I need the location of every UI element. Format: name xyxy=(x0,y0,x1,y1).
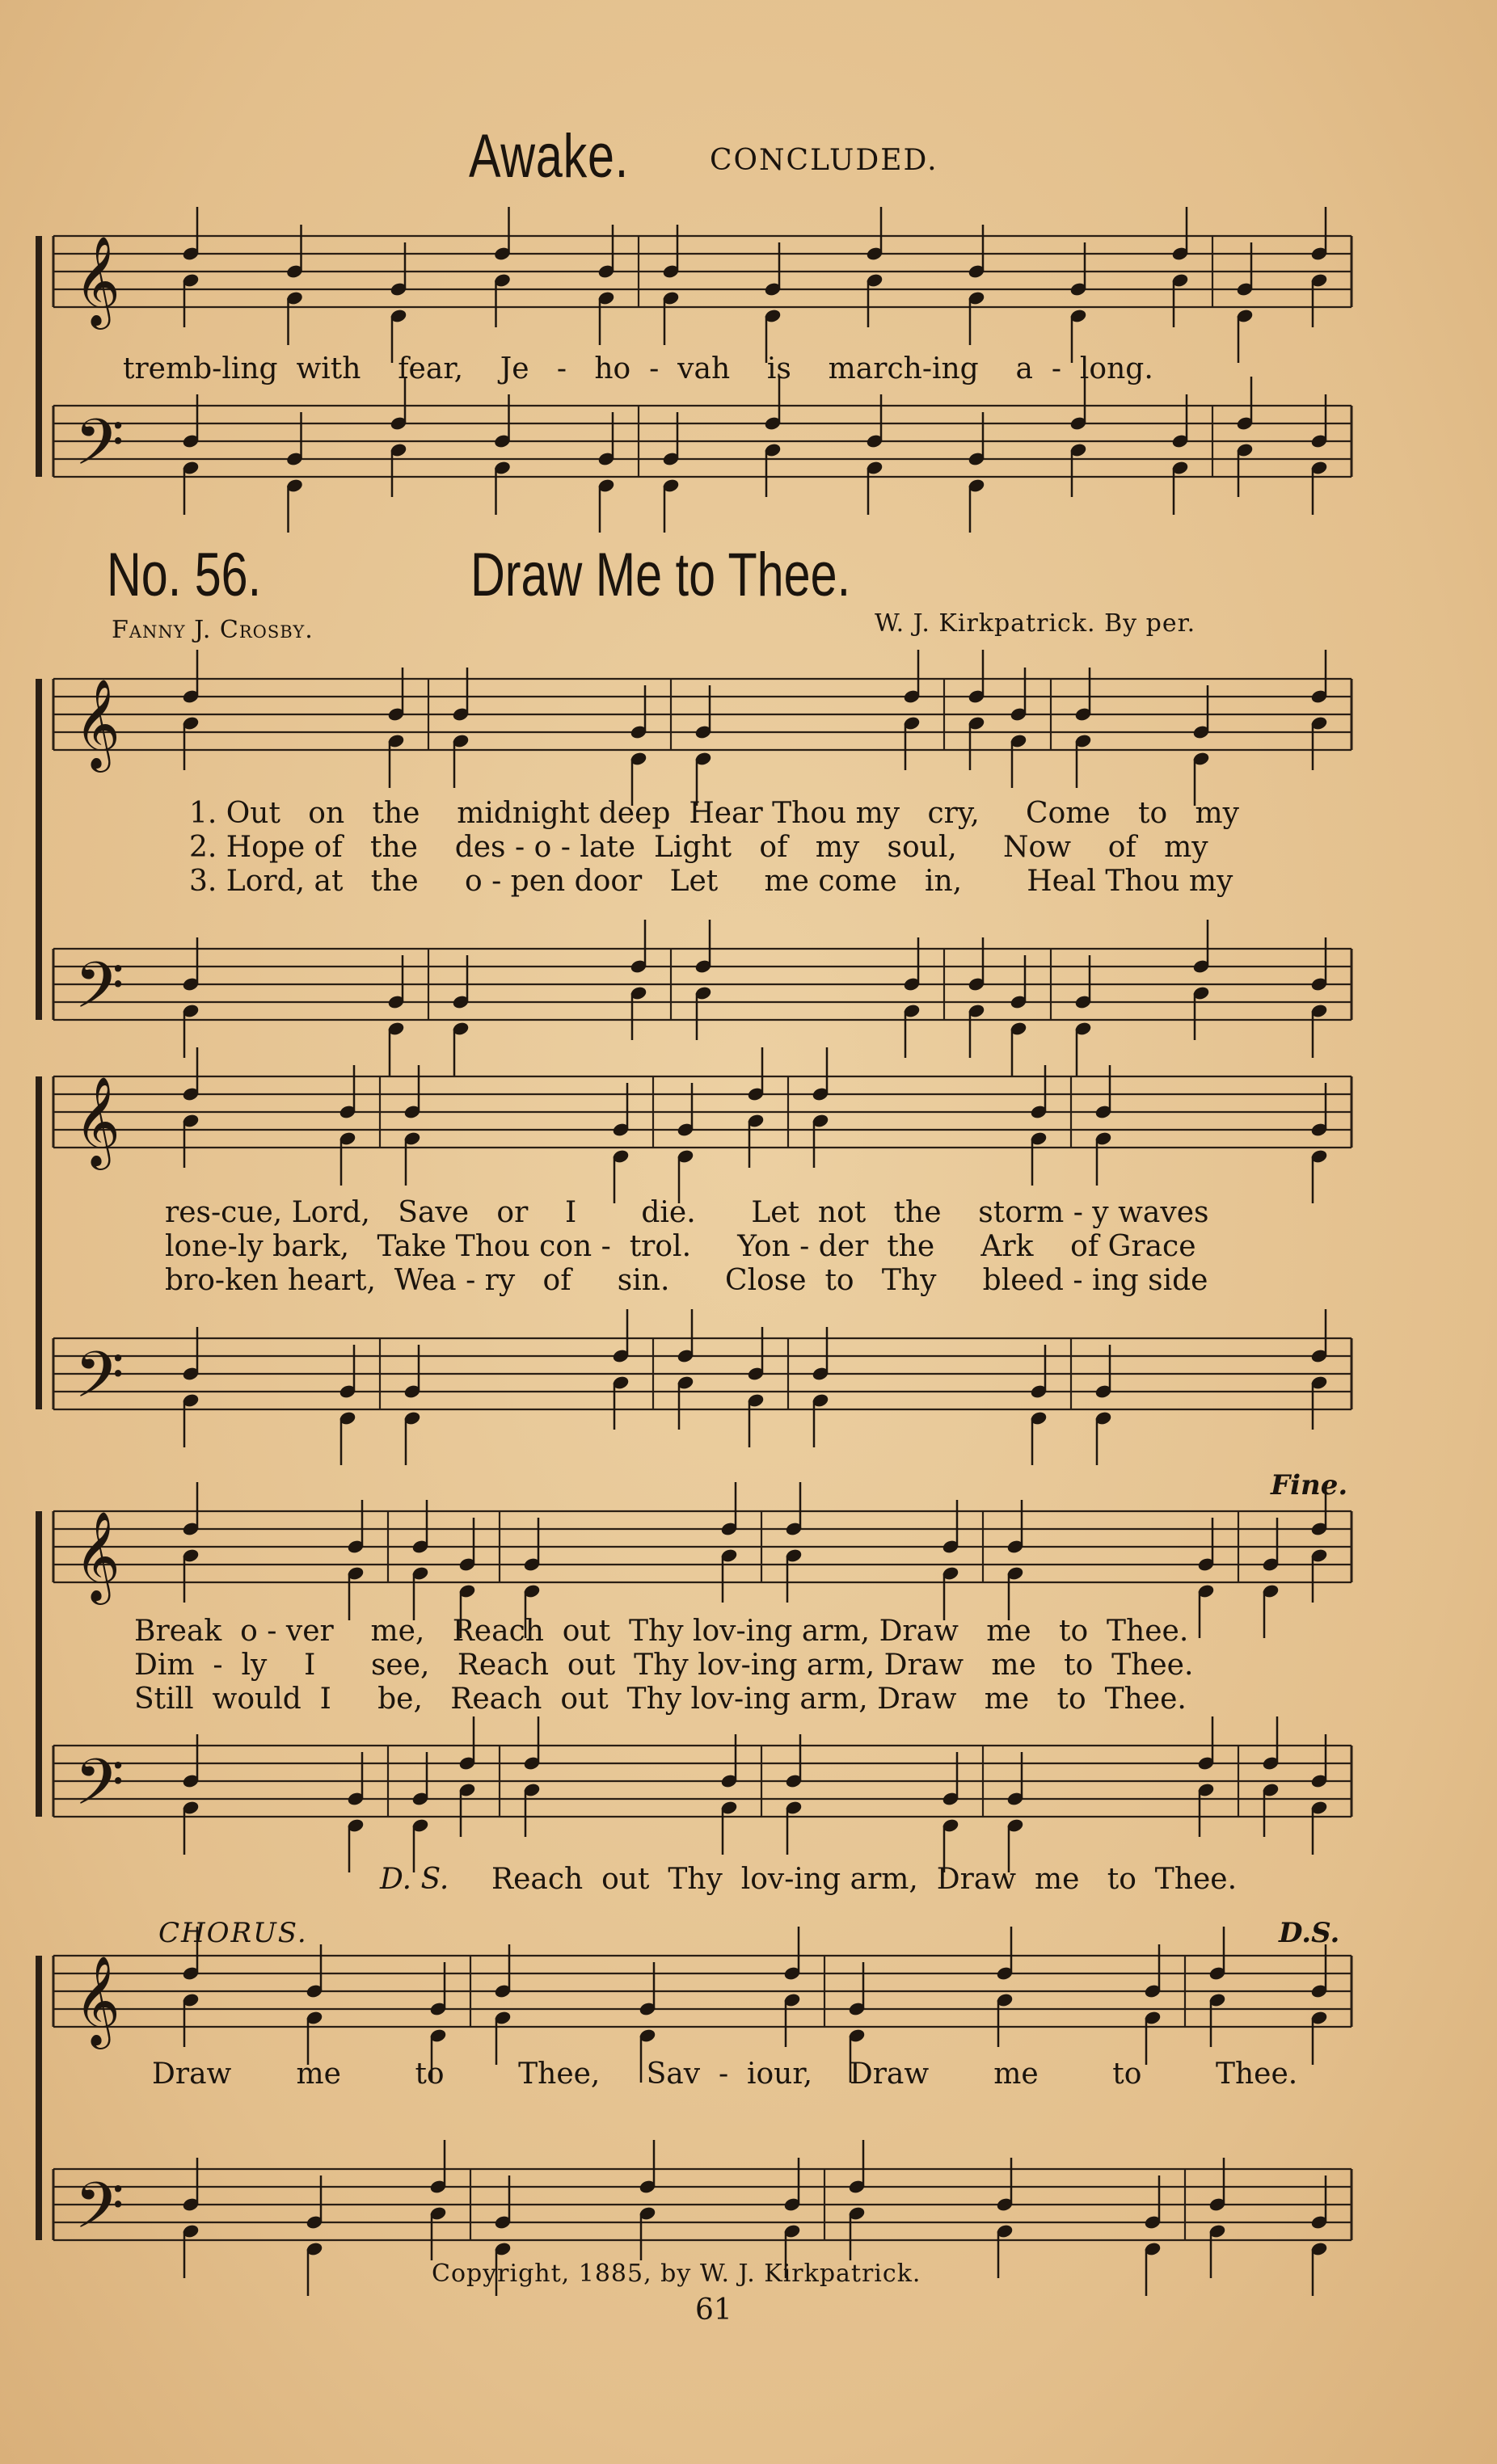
chorus-lyric-line: Draw me to Thee, Sav - iour, Draw me to Thee. xyxy=(152,2058,1298,2091)
hymn-author: Fanny J. Crosby. xyxy=(112,616,314,644)
verse2-line3: Dim - ly I see, Reach out Thy lov-ing arm, Draw me to Thee. xyxy=(134,1649,1194,1682)
ds-lyric: Reach out Thy lov-ing arm, Draw me to Thee. xyxy=(491,1863,1238,1896)
hymn-number: No. 56. xyxy=(107,541,262,609)
copyright: Copyright, 1885, by W. J. Kirkpatrick. xyxy=(432,2260,921,2288)
section-subtitle: CONCLUDED. xyxy=(710,144,938,177)
hymn-composer: W. J. Kirkpatrick. By per. xyxy=(875,609,1196,638)
verse2-line2: lone-ly bark, Take Thou con - trol. Yon - der the Ark of Grace xyxy=(165,1230,1196,1263)
verse3-line1: 3. Lord, at the o - pen door Let me come in, Heal Thou my xyxy=(189,865,1233,898)
svg-text:𝄢: 𝄢 xyxy=(74,1745,124,1835)
page-number: 61 xyxy=(695,2293,732,2327)
verse1-line3: Break o - ver me, Reach out Thy lov-ing arm, Draw me to Thee. xyxy=(134,1615,1189,1648)
verse1-line2: res-cue, Lord, Save or I die. Let not the storm - y waves xyxy=(165,1196,1209,1229)
svg-text:𝄞: 𝄞 xyxy=(74,678,120,769)
verse3-line3: Still would I be, Reach out Thy lov-ing arm, Draw me to Thee. xyxy=(134,1683,1187,1716)
svg-text:𝄞: 𝄞 xyxy=(74,1955,120,2045)
svg-text:𝄞: 𝄞 xyxy=(74,235,120,326)
verse1-line1: 1. Out on the midnight deep Hear Thou my cry, Come to my xyxy=(189,797,1239,830)
verse3-line2: bro-ken heart, Wea - ry of sin. Close to Thy bleed - ing side xyxy=(165,1264,1208,1297)
hymn-title: Draw Me to Thee. xyxy=(470,541,851,609)
svg-text:𝄢: 𝄢 xyxy=(74,1337,124,1428)
svg-text:𝄞: 𝄞 xyxy=(74,1510,120,1601)
svg-text:𝄢: 𝄢 xyxy=(74,405,124,495)
ds-end-mark: D.S. xyxy=(1279,1917,1340,1949)
verse2-line1: 2. Hope of the des - o - late Light of my soul, Now of my xyxy=(189,831,1208,864)
svg-text:𝄢: 𝄢 xyxy=(74,948,124,1038)
svg-text:𝄞: 𝄞 xyxy=(74,1076,120,1166)
awake-lyric-line: tremb-ling with fear, Je - ho - vah is march-ing a - long. xyxy=(123,352,1153,385)
ds-label: D. S. xyxy=(380,1863,449,1896)
section-title: Awake. xyxy=(469,122,630,191)
svg-text:𝄢: 𝄢 xyxy=(74,2168,124,2259)
fine-mark: Fine. xyxy=(1271,1469,1348,1502)
chorus-label: CHORUS. xyxy=(158,1917,308,1949)
